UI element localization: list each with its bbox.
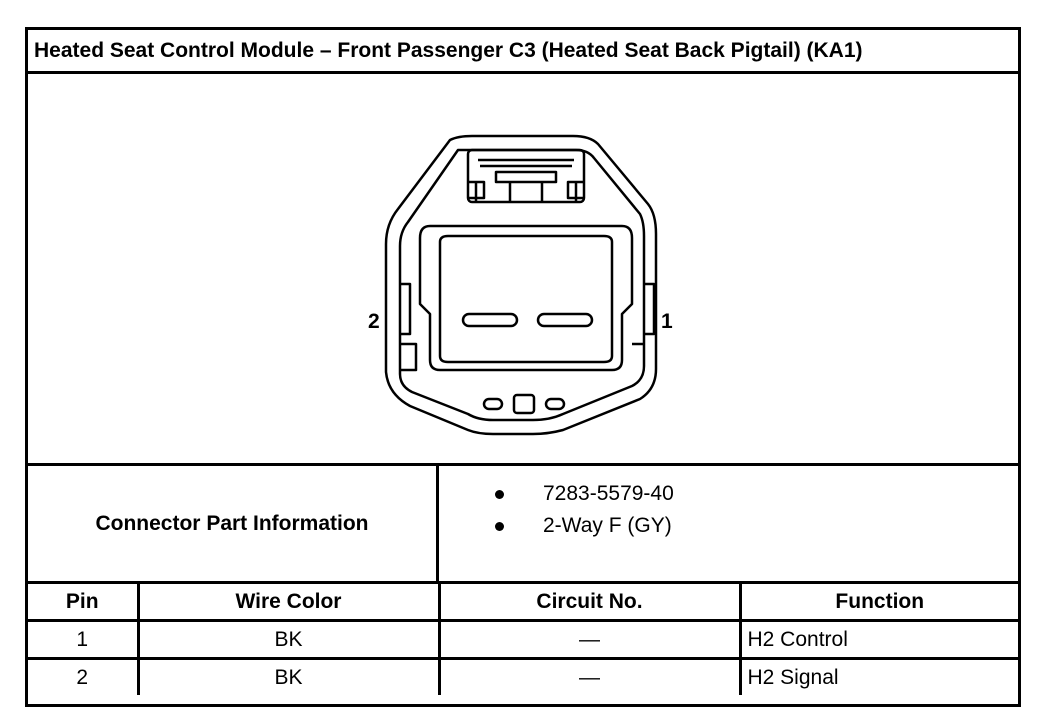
terminal-slot-2 bbox=[463, 314, 517, 326]
connector-inner-outline bbox=[400, 150, 644, 420]
header-wire-color: Wire Color bbox=[138, 584, 439, 621]
connector-face-drawing bbox=[28, 74, 1018, 463]
connector-housing-outline bbox=[386, 136, 656, 434]
cell-wire-color: BK bbox=[138, 659, 439, 696]
cell-function: H2 Signal bbox=[740, 659, 1018, 696]
pin-2-label: 2 bbox=[368, 310, 380, 333]
pin-table bbox=[28, 584, 1018, 695]
connector-info-list bbox=[439, 466, 1018, 593]
header-pin: Pin bbox=[28, 584, 138, 621]
table-row bbox=[28, 621, 1018, 659]
connector-end-view-frame bbox=[25, 27, 1021, 707]
list-item-connector-type: 2-Way F (GY) bbox=[439, 510, 1018, 542]
table-header-row bbox=[28, 584, 1018, 621]
cell-function: H2 Control bbox=[740, 621, 1018, 659]
header-circuit-no: Circuit No. bbox=[439, 584, 740, 621]
cell-wire-color: BK bbox=[138, 621, 439, 659]
terminal-slot-1 bbox=[538, 314, 592, 326]
connector-info-label: Connector Part Information bbox=[28, 466, 439, 581]
connector-part-information bbox=[28, 466, 1018, 584]
header-function: Function bbox=[740, 584, 1018, 621]
terminal-cavity bbox=[420, 226, 632, 370]
table-row bbox=[28, 659, 1018, 696]
polarizing-key-right bbox=[546, 399, 564, 409]
list-item-part-number: 7283-5579-40 bbox=[439, 478, 1018, 510]
page-title: Heated Seat Control Module – Front Passenger C3 (Heated Seat Back Pigtail) (KA1) bbox=[28, 30, 1018, 74]
cell-pin: 1 bbox=[28, 621, 138, 659]
polarizing-key-left bbox=[484, 399, 502, 409]
pin-1-label: 1 bbox=[661, 310, 673, 333]
polarizing-key-center bbox=[514, 395, 534, 413]
cell-circuit-no: — bbox=[439, 621, 740, 659]
cell-circuit-no: — bbox=[439, 659, 740, 696]
connector-diagram-area bbox=[28, 74, 1018, 466]
cell-pin: 2 bbox=[28, 659, 138, 696]
connector-latch bbox=[468, 150, 584, 202]
